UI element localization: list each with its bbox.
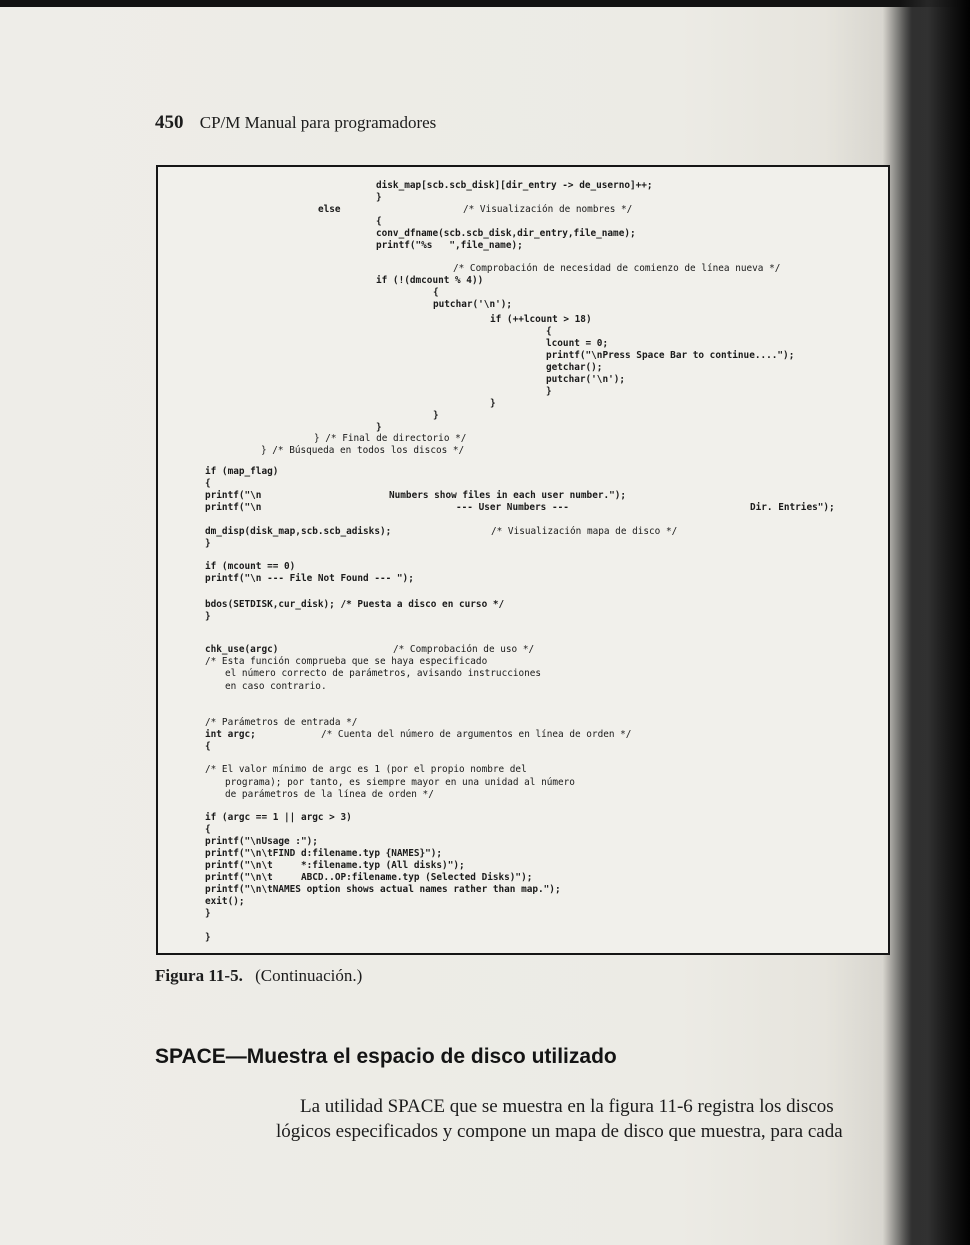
code-line: printf("\n [205, 490, 262, 501]
code-line: } [376, 422, 382, 433]
code-line: Dir. Entries"); [750, 502, 835, 513]
code-line: if (++lcount > 18) [490, 314, 592, 325]
code-line: printf("%s ",file_name); [376, 240, 523, 251]
code-line: el número correcto de parámetros, avisando instrucciones [225, 668, 542, 679]
body-paragraph [276, 1094, 896, 1144]
code-line: } /* Búsqueda en todos los discos */ [261, 445, 465, 456]
code-line: getchar(); [546, 362, 603, 373]
code-line: printf("\n\tFIND d:filename.typ {NAMES}"); [205, 848, 443, 859]
code-line: if (argc == 1 || argc > 3) [205, 812, 352, 823]
code-line: Numbers show files in each user number."); [389, 490, 627, 501]
code-line: { [433, 287, 439, 298]
code-line: printf("\nUsage :"); [205, 836, 318, 847]
figure-caption-text: (Continuación.) [255, 966, 363, 985]
code-line: exit(); [205, 896, 245, 907]
code-line: } [376, 192, 382, 203]
code-line: printf("\n\tNAMES option shows actual names rather than map."); [205, 884, 561, 895]
code-line: /* El valor mínimo de argc es 1 (por el propio nombre del [205, 764, 527, 775]
code-line: putchar('\n'); [433, 299, 513, 310]
code-line: programa); por tanto, es siempre mayor en una unidad al número [225, 777, 575, 788]
code-listing-box [156, 165, 890, 955]
paragraph-line: lógicos especificados y compone un mapa de disco que muestra, para cada [276, 1121, 843, 1142]
scan-top-edge [0, 0, 970, 7]
code-line: /* Visualización mapa de disco */ [491, 526, 678, 537]
code-line: dm_disp(disk_map,scb.scb_adisks); [205, 526, 392, 537]
code-line: /* Visualización de nombres */ [463, 204, 633, 215]
code-line: en caso contrario. [225, 681, 327, 692]
code-line: { [546, 326, 552, 337]
paragraph-line: La utilidad SPACE que se muestra en la figura 11-6 registra los discos [300, 1096, 834, 1117]
code-line: if (mcount == 0) [205, 561, 296, 572]
code-line: printf("\n\t ABCD..OP:filename.typ (Selected Disks)"); [205, 872, 533, 883]
code-line: printf("\n --- File Not Found --- "); [205, 573, 414, 584]
code-line: printf("\nPress Space Bar to continue...."); [546, 350, 795, 361]
code-line: de parámetros de la línea de orden */ [225, 789, 434, 800]
code-line: --- User Numbers --- [456, 502, 569, 513]
code-line: printf("\n [205, 502, 262, 513]
code-line: } [433, 410, 439, 421]
code-line: } [205, 932, 211, 943]
page-number: 450 [155, 112, 184, 133]
code-line: } [546, 386, 552, 397]
code-line: /* Parámetros de entrada */ [205, 717, 358, 728]
code-line: { [376, 216, 382, 227]
code-line: if (map_flag) [205, 466, 279, 477]
running-title: CP/M Manual para programadores [199, 113, 437, 132]
code-line: } [205, 611, 211, 622]
code-line: if (!(dmcount % 4)) [376, 275, 484, 286]
running-header [155, 112, 436, 134]
code-line: disk_map[scb.scb_disk][dir_entry -> de_userno]++; [376, 180, 653, 191]
code-line: /* Comprobación de necesidad de comienzo de línea nueva */ [453, 263, 781, 274]
code-line: chk_use(argc) [205, 644, 279, 655]
code-line: lcount = 0; [546, 338, 609, 349]
code-line: /* Esta función comprueba que se haya especificado [205, 656, 488, 667]
code-line: } [490, 398, 496, 409]
code-line: else [318, 204, 341, 215]
code-line: { [205, 741, 211, 752]
code-line: /* Comprobación de uso */ [393, 644, 535, 655]
code-line: int argc; [205, 729, 256, 740]
code-line: conv_dfname(scb.scb_disk,dir_entry,file_name); [376, 228, 636, 239]
figure-caption [155, 966, 362, 986]
code-line: { [205, 478, 211, 489]
figure-label: Figura 11-5. [155, 966, 243, 985]
code-line: { [205, 824, 211, 835]
code-line: /* Cuenta del número de argumentos en línea de orden */ [321, 729, 632, 740]
code-line: } /* Final de directorio */ [314, 433, 467, 444]
code-line: putchar('\n'); [546, 374, 626, 385]
code-line: bdos(SETDISK,cur_disk); /* Puesta a disco en curso */ [205, 599, 505, 610]
book-spine-shadow [900, 0, 970, 1245]
section-heading: SPACE—Muestra el espacio de disco utilizado [155, 1045, 617, 1068]
code-line: printf("\n\t *:filename.typ (All disks)"); [205, 860, 465, 871]
code-line: } [205, 538, 211, 549]
code-line: } [205, 908, 211, 919]
